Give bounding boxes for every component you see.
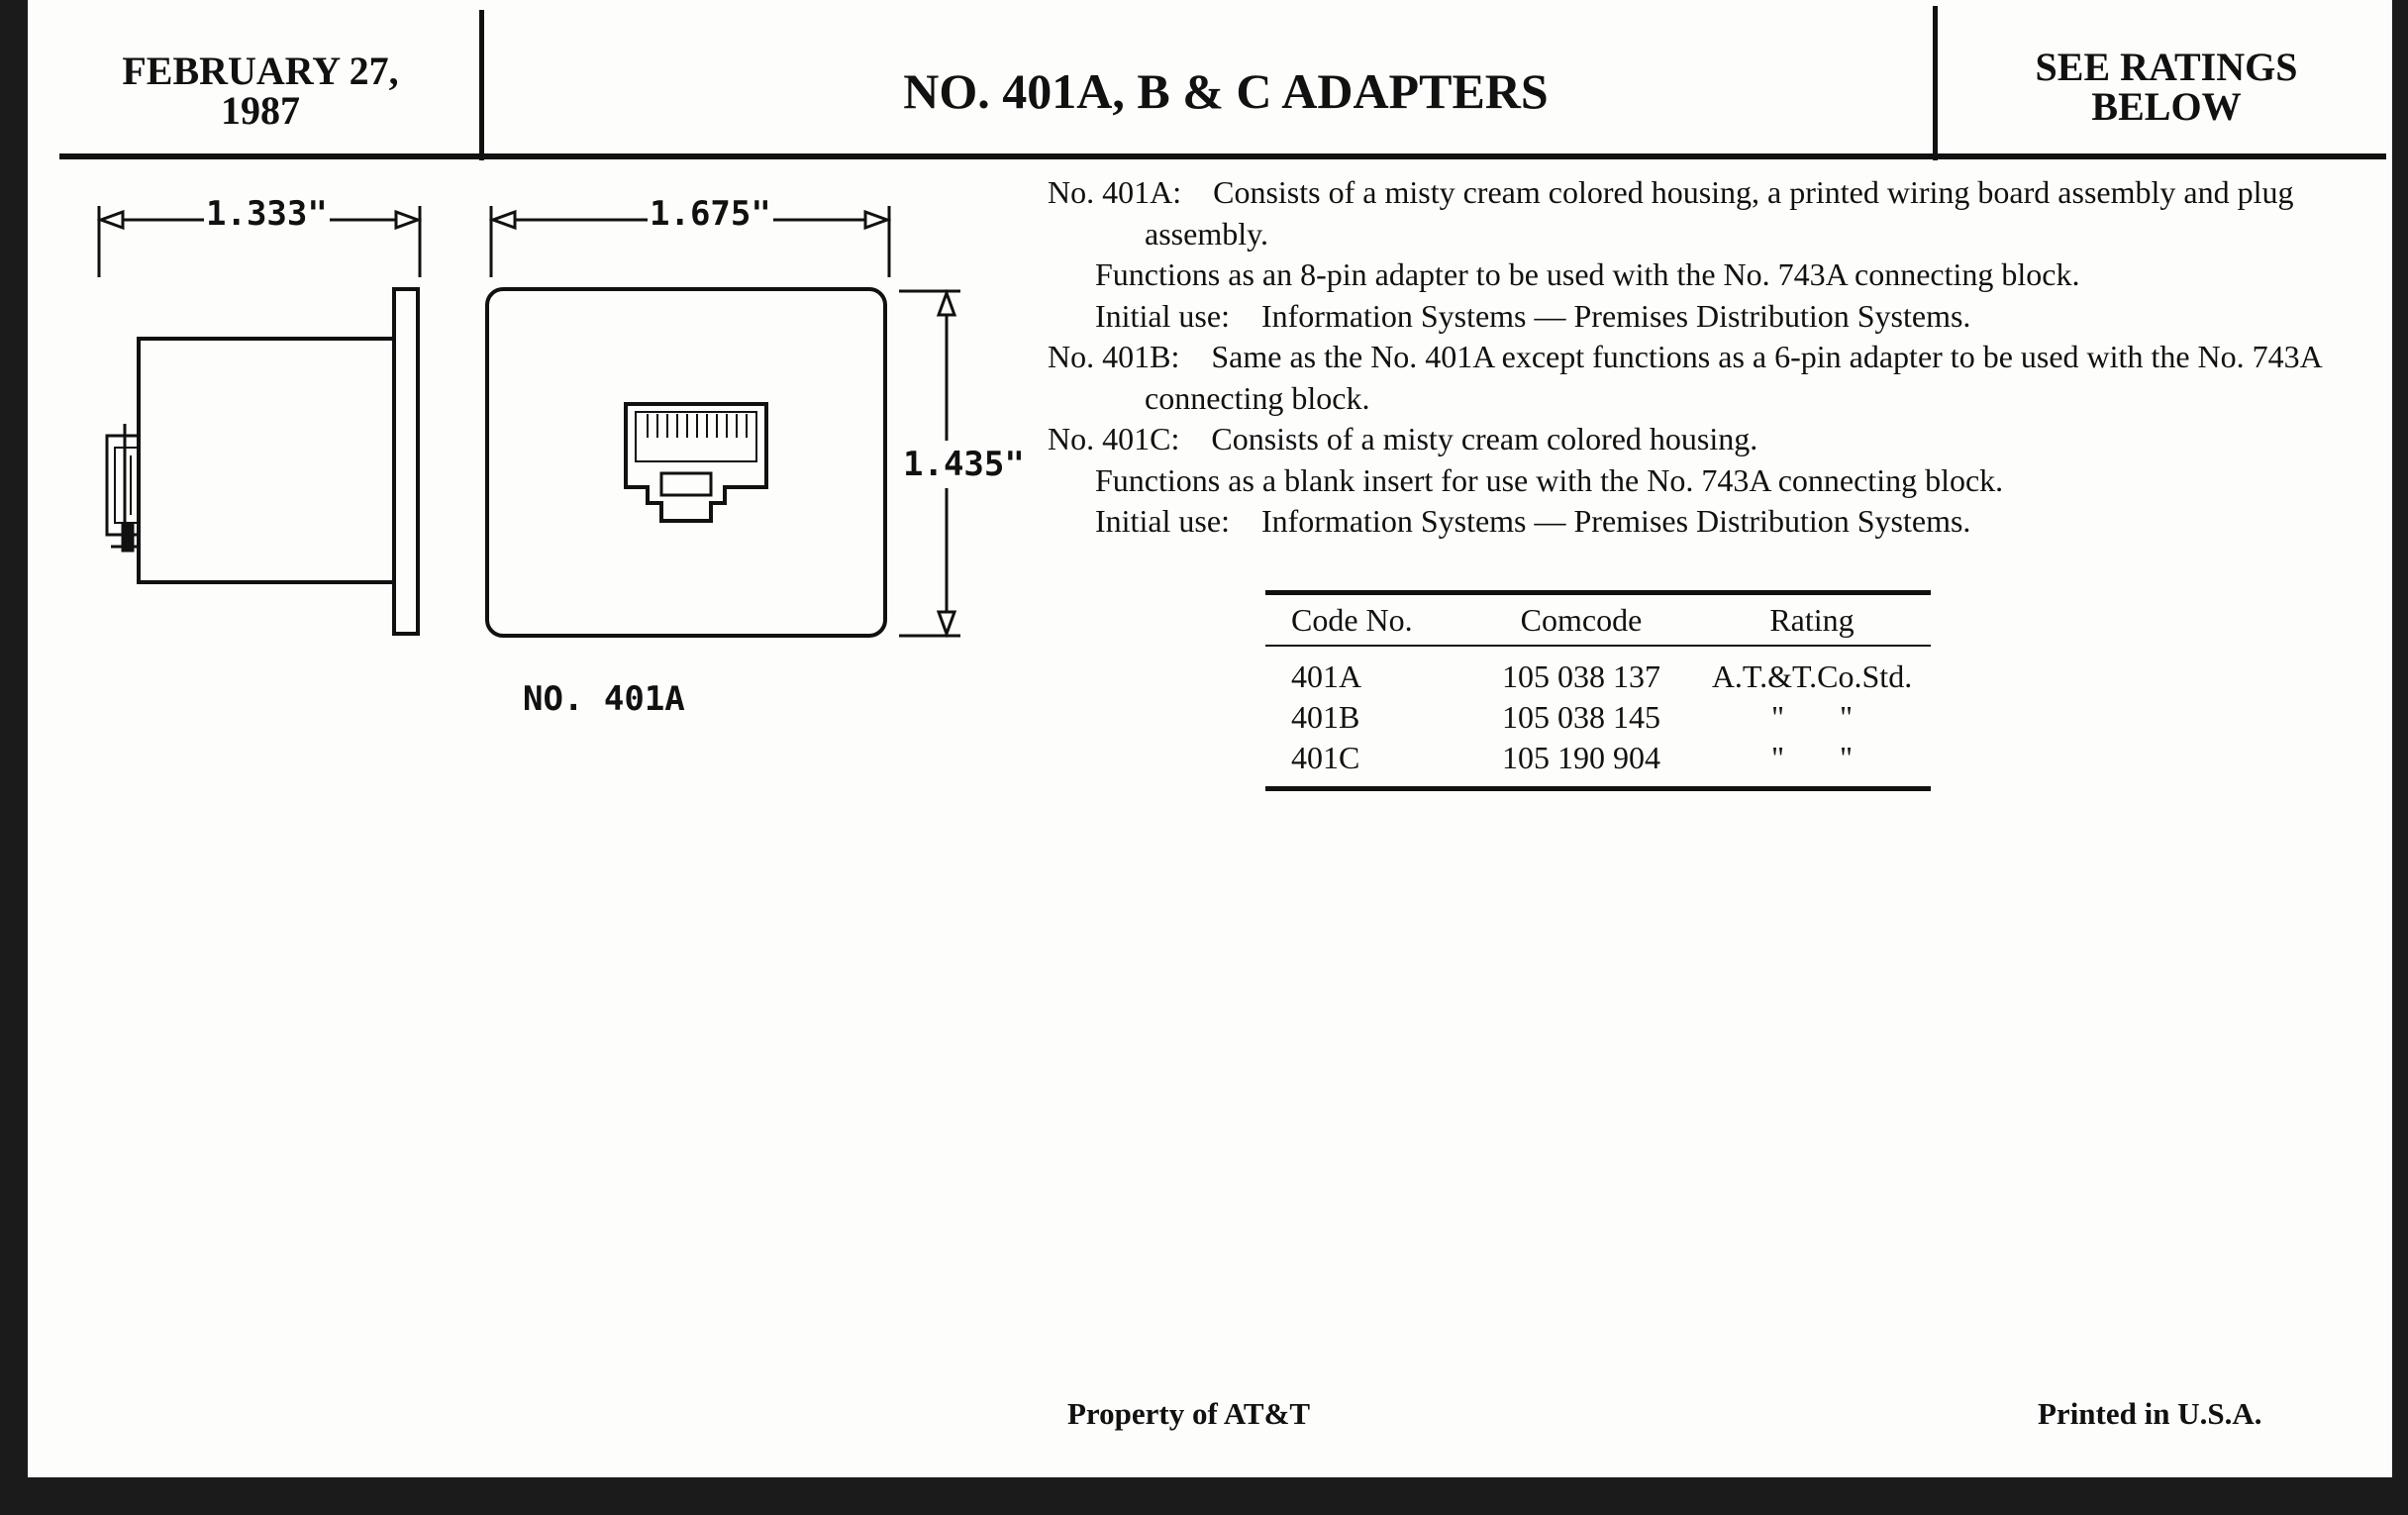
table-bottom-rule	[1265, 786, 1931, 791]
date-line-2: 1987	[221, 88, 300, 133]
front-dim-arrow-right	[865, 212, 887, 228]
header-ratings	[1968, 45, 2364, 129]
ratings-line-2: BELOW	[2091, 84, 2242, 129]
cell-code: 401C	[1291, 740, 1360, 775]
desc-401c-use	[1048, 501, 2384, 543]
description-block	[1048, 172, 2384, 543]
header-date	[97, 51, 424, 131]
cell-comcode: 105 190 904	[1502, 740, 1660, 775]
col-header-comcode: Comcode	[1520, 601, 1643, 638]
dim-label-front-height: 1.435"	[903, 441, 1025, 488]
side-dim-arrow-left	[101, 212, 123, 228]
table-row	[1265, 738, 1931, 778]
desc-401a	[1048, 172, 2384, 254]
desc-401a-function: Functions as an 8-pin adapter to be used with the No. 743A connecting block.	[1095, 256, 2080, 292]
desc-401c-label: No. 401C:	[1048, 421, 1180, 456]
desc-401a-text: Consists of a misty cream colored housing, a printed wiring board assembly and plug assembly.	[1145, 174, 2294, 252]
dim-label-front-width: 1.675"	[650, 194, 771, 234]
dim-label-side-width: 1.333"	[206, 194, 328, 234]
front-dim-arrow-left	[493, 212, 515, 228]
footer-property: Property of AT&T	[1067, 1396, 1311, 1431]
height-dim-arrow-top	[939, 293, 954, 315]
cell-code: 401B	[1291, 699, 1360, 735]
side-dim-arrow-right	[396, 212, 418, 228]
col-header-code: Code No.	[1291, 601, 1413, 638]
side-view-plug-inner	[115, 448, 139, 523]
ratings-table	[1265, 590, 1931, 791]
cell-rating: " "	[1770, 740, 1854, 775]
desc-401a-label: No. 401A:	[1048, 174, 1182, 210]
height-dim-arrow-bottom	[939, 612, 954, 634]
desc-401c-use-text: Information Systems — Premises Distribution Systems.	[1260, 503, 1971, 539]
adapter-drawing	[28, 158, 1048, 713]
desc-401b-text: Same as the No. 401A except functions as a 6-pin adapter to be used with the No. 743A connecting block.	[1145, 339, 2321, 416]
desc-401c-function: Functions as a blank insert for use with the No. 743A connecting block.	[1095, 461, 2004, 498]
desc-401b	[1048, 337, 2384, 419]
front-view-jack-contacts	[648, 414, 747, 438]
cell-rating: " "	[1770, 699, 1854, 735]
date-line-1: FEBRUARY 27,	[122, 49, 399, 93]
desc-401b-label: No. 401B:	[1048, 339, 1180, 374]
desc-401c-text: Consists of a misty cream colored housing.	[1211, 421, 1758, 456]
side-view-flange	[394, 289, 418, 634]
desc-401a-use-label: Initial use:	[1095, 297, 1230, 334]
document-card	[28, 0, 2392, 1477]
desc-401c	[1048, 419, 2384, 460]
header-divider-right	[1933, 6, 1938, 160]
figure-caption: NO. 401A	[523, 679, 685, 719]
page-title: NO. 401A, B & C ADAPTERS	[903, 63, 1549, 119]
cell-comcode: 105 038 137	[1502, 658, 1660, 694]
ratings-line-1: SEE RATINGS	[2035, 45, 2298, 89]
table-header-row	[1265, 595, 1931, 645]
table-row	[1265, 697, 1931, 738]
front-view-jack-plug	[661, 473, 711, 495]
desc-401a-use	[1048, 296, 2384, 338]
side-view-body	[139, 339, 394, 582]
cell-rating: A.T.&T.Co.Std.	[1711, 658, 1913, 694]
side-view-plug	[107, 436, 139, 535]
table-row	[1265, 656, 1931, 697]
footer-printed: Printed in U.S.A.	[2038, 1396, 2262, 1431]
desc-401c-use-label: Initial use:	[1095, 503, 1230, 539]
col-header-rating: Rating	[1769, 601, 1855, 638]
desc-401a-use-text: Information Systems — Premises Distribution Systems.	[1260, 297, 1971, 334]
cell-comcode: 105 038 145	[1502, 699, 1660, 735]
cell-code: 401A	[1291, 658, 1362, 694]
